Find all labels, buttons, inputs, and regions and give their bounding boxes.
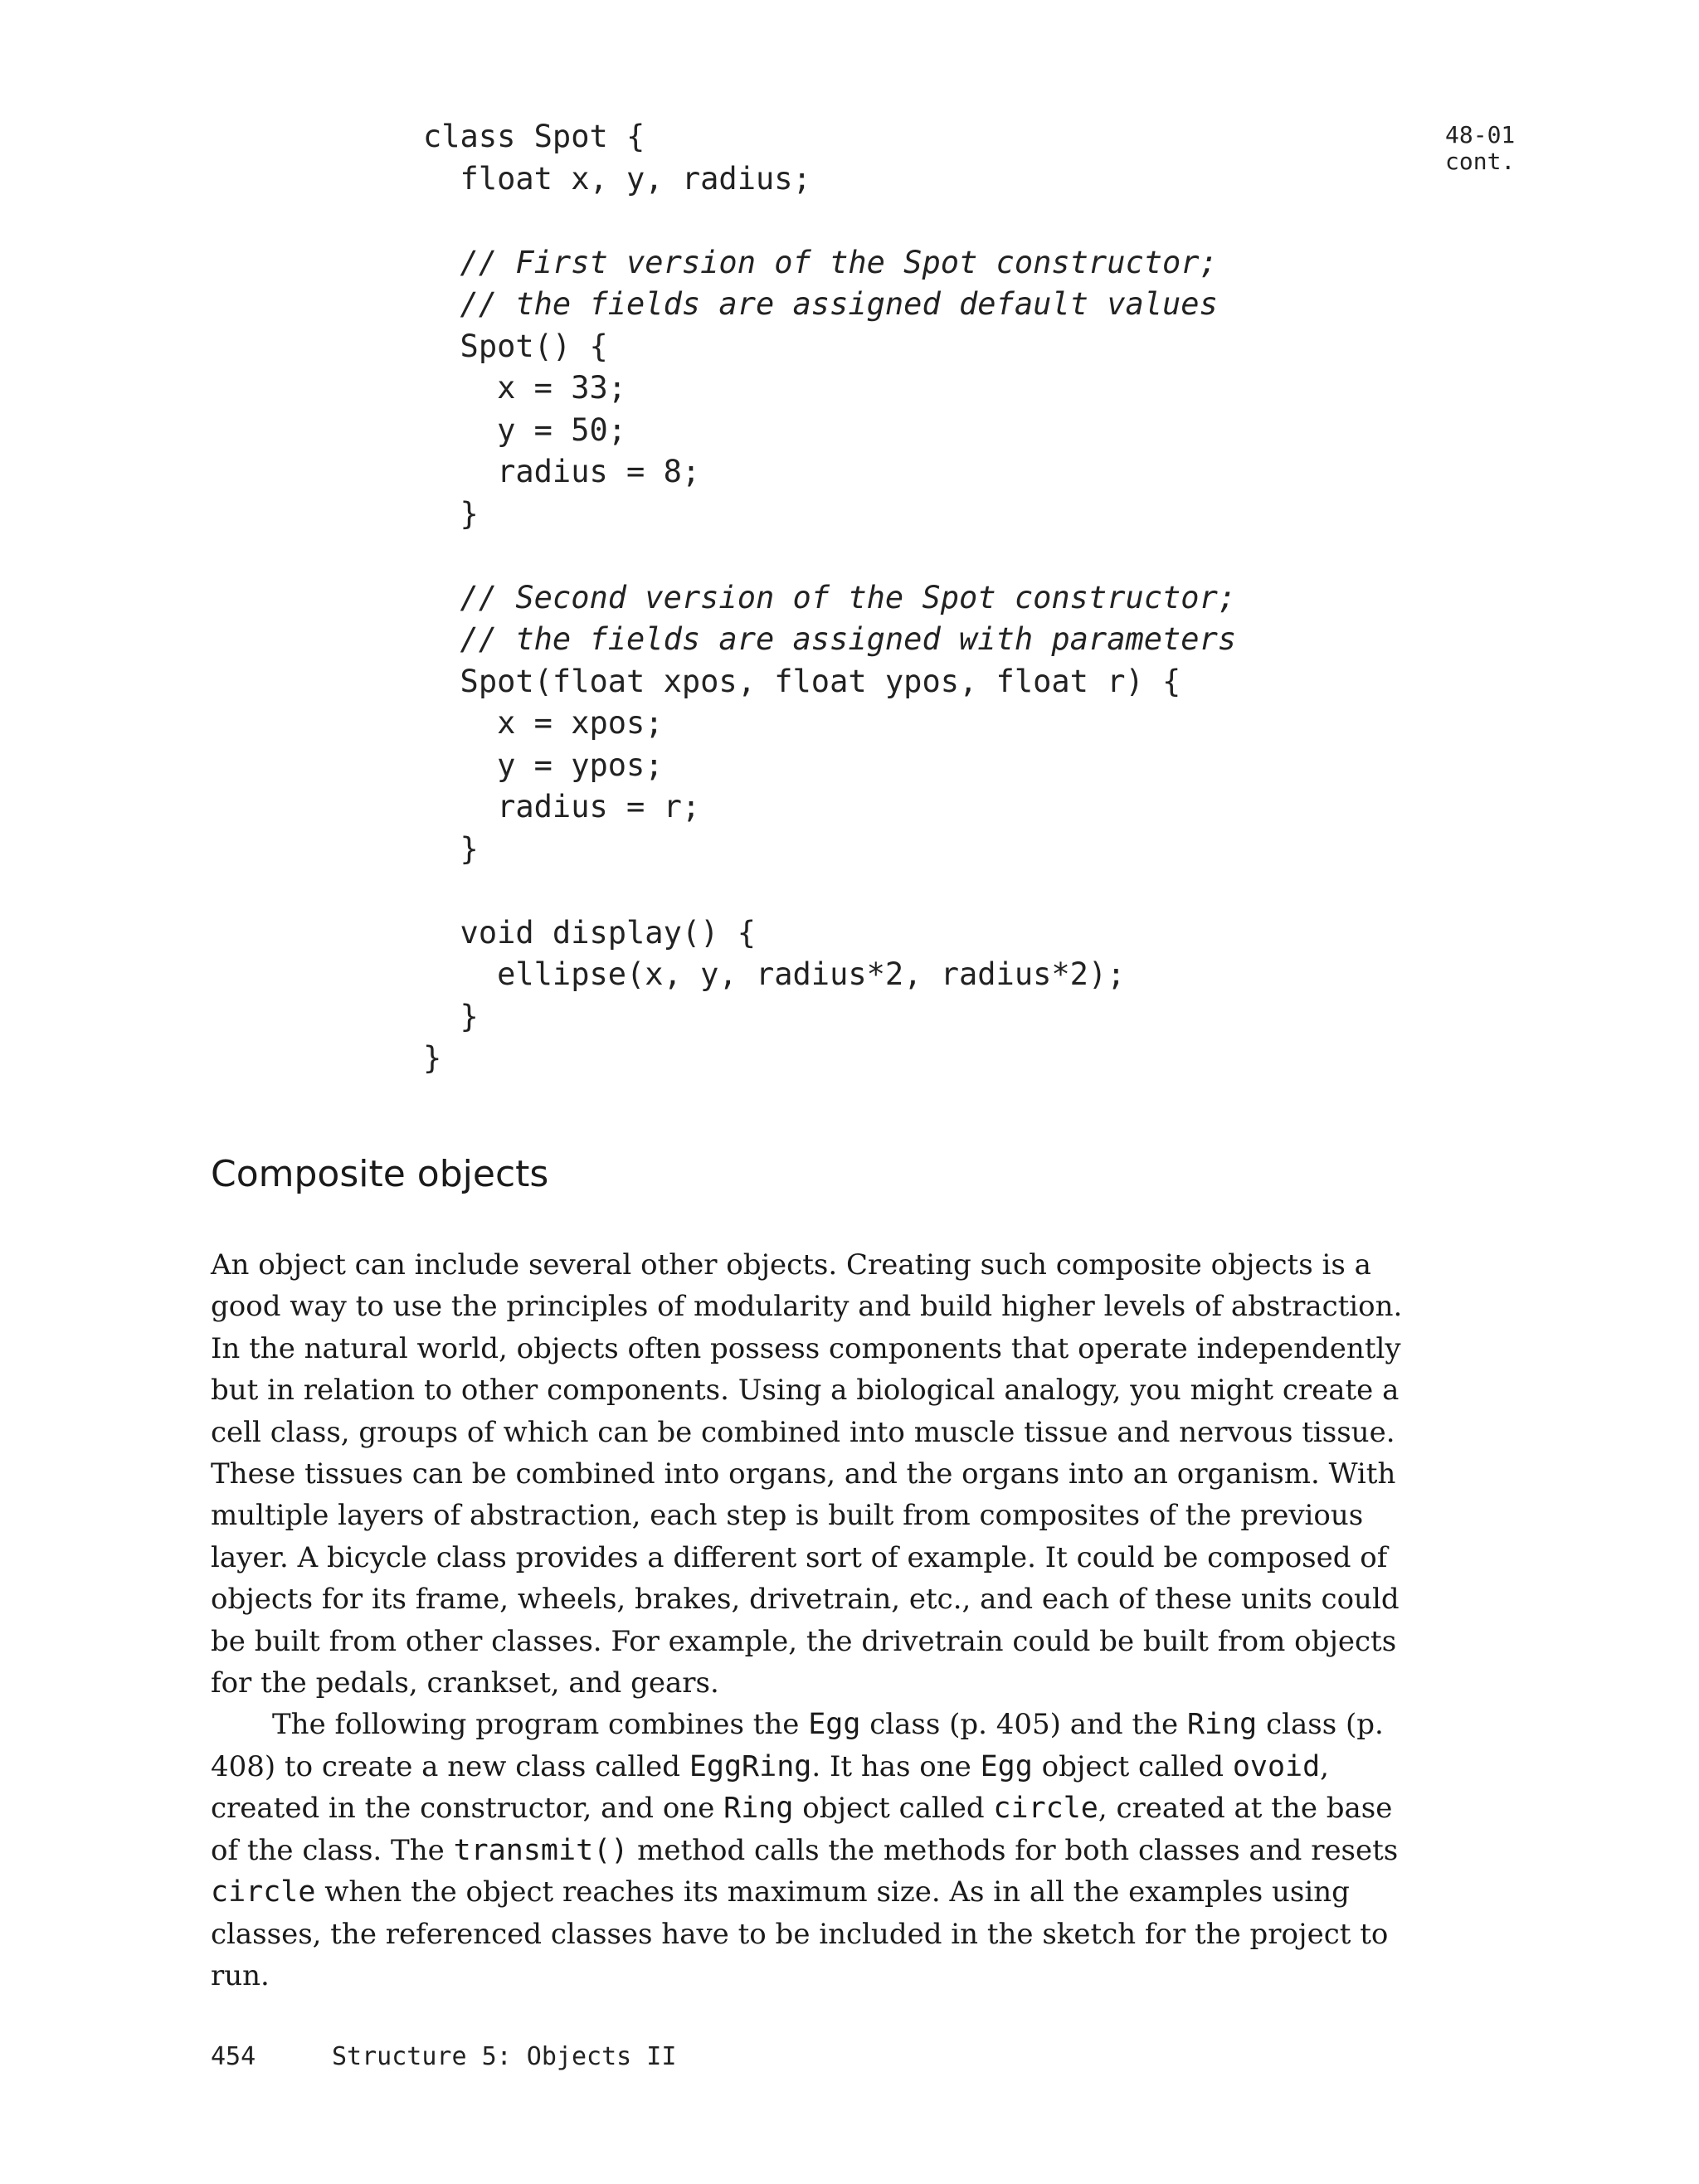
code-line: y = 50; — [423, 411, 627, 448]
inline-code: EggRing — [689, 1749, 812, 1783]
text-run: method calls the methods for both classes and resets — [628, 1833, 1399, 1867]
continued-label: cont. — [1445, 148, 1516, 175]
code-comment-line: // First version of the Spot constructor; — [423, 244, 1218, 280]
inline-code: Egg — [980, 1749, 1033, 1783]
code-line: radius = 8; — [423, 454, 701, 489]
section-heading: Composite objects — [211, 1153, 549, 1195]
code-line: Spot() { — [423, 328, 608, 364]
text-run: when the object reaches its maximum size. As in all the examples using classes, the referenced classes have to be included in the sketch for the project to run. — [211, 1875, 1389, 1992]
text-run: class (p. 408) to create a new class called — [211, 1708, 1384, 1783]
text-run: , created at the base of the class. The — [211, 1792, 1393, 1867]
inline-code: circle — [993, 1792, 1098, 1826]
chapter-title: Structure 5: Objects II — [332, 2042, 677, 2071]
code-listing — [423, 116, 1236, 1080]
inline-code: transmit() — [453, 1833, 629, 1867]
code-line: radius = r; — [423, 789, 701, 824]
code-line: ellipse(x, y, radius*2, radius*2); — [423, 956, 1126, 992]
page-footer — [211, 2042, 676, 2071]
example-reference-note — [1445, 122, 1515, 175]
code-line: x = 33; — [423, 370, 627, 406]
inline-code: ovoid — [1232, 1749, 1321, 1783]
code-line — [423, 870, 1236, 912]
text-run: class (p. 405) and the — [860, 1708, 1187, 1742]
code-line: } — [423, 998, 479, 1034]
text-run: The following program combines the — [272, 1708, 809, 1742]
inline-code: Ring — [1186, 1708, 1258, 1742]
example-number: 48-01 — [1445, 121, 1516, 148]
code-line: y = ypos; — [423, 747, 664, 783]
text-run: object called — [1032, 1749, 1233, 1783]
text-run: object called — [793, 1792, 994, 1826]
code-line: Spot(float xpos, float ypos, float r) { — [423, 663, 1181, 699]
paragraph-composite-intro: An object can include several other objects. Creating such composite objects is a good way to use the principles of modularity and build higher levels of abstraction. In the natural world, objects often possess components that operate independently but in relation to other components. Using a biological analogy, you might create a cell class, groups of which can be combined into muscle tissue and nervous tissue. These tissues can be combined into organs, and the organs into an organism. With multiple layers of abstraction, each step is built from composites of the previous layer. A bicycle class provides a different sort of example. It could be composed of objects for its frame, wheels, brakes, drivetrain, etc., and each of these units could be built from other classes. For example, the drivetrain could be built from objects for the pedals, crankset, and gears. — [211, 1248, 1403, 1700]
code-line: } — [423, 495, 479, 532]
code-comment-line: // the fields are assigned default values — [423, 286, 1218, 322]
code-line: void display() { — [423, 914, 756, 951]
body-text — [211, 1244, 1405, 1997]
code-comment-line: // Second version of the Spot constructor; — [423, 579, 1237, 615]
text-run: . It has one — [811, 1749, 981, 1783]
text-run: , created in the constructor, and one — [211, 1749, 1329, 1826]
inline-code: Egg — [808, 1708, 861, 1742]
inline-code: Ring — [723, 1792, 794, 1826]
code-line — [423, 200, 1236, 242]
code-line — [423, 535, 1236, 577]
code-line: x = xpos; — [423, 705, 664, 741]
code-comment-line: // the fields are assigned with parameters — [423, 621, 1237, 657]
paragraph-eggring-description — [211, 1704, 1405, 1997]
page-number: 454 — [211, 2042, 256, 2071]
code-line: class Spot { — [423, 119, 645, 154]
inline-code: circle — [211, 1875, 316, 1909]
code-line: } — [423, 830, 479, 867]
code-line: } — [423, 1040, 442, 1076]
code-line: float x, y, radius; — [423, 160, 811, 197]
